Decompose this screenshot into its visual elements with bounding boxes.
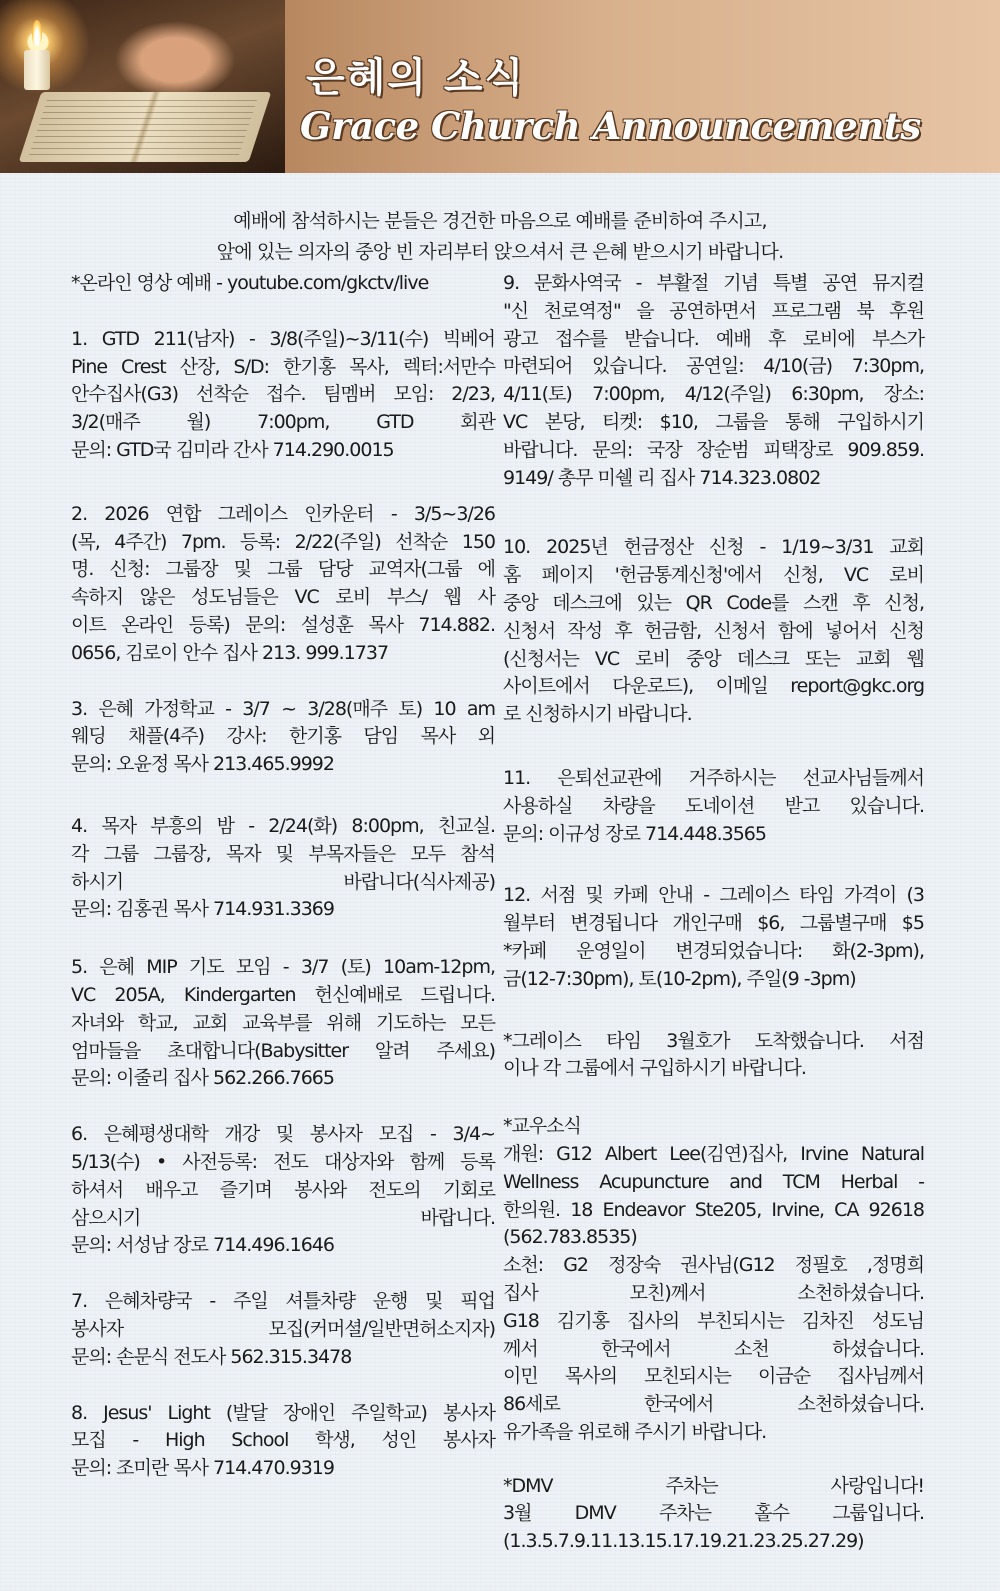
announcement-line: VC 205A, Kindergarten 헌신예배로 드립니다. (71, 983, 495, 1006)
announcement-line: Wellness Acupuncture and TCM Herbal - (503, 1170, 924, 1193)
announcement-line: 월부터 변경됩니다 개인구매 $6, 그룹별구매 $5 (503, 912, 924, 935)
announcement-line: 모집 - High School 학생, 성인 봉사자 (71, 1429, 495, 1452)
announcement-line: (목, 4주간) 7pm. 등록: 2/22(주일) 선착순 150 (71, 530, 495, 553)
announcement-item (71, 1288, 495, 1371)
announcement-line: 12. 서점 및 카페 안내 - 그레이스 타임 가격이 (3 (503, 884, 924, 907)
announcement-line: 사용하실 차량을 도네이션 받고 있습니다. (503, 794, 924, 817)
announcement-item (71, 1121, 495, 1260)
announcement-line: 4. 목자 부흥의 밤 - 2/24(화) 8:00pm, 친교실. (71, 814, 495, 837)
announcement-line: 10. 2025년 헌금정산 신청 - 1/19~3/31 교회 (503, 536, 924, 559)
announcement-line: 유가족을 위로해 주시기 바랍니다. (503, 1420, 767, 1443)
announcement-line: 엄마들을 초대합니다(Babysitter 알려 주세요) (71, 1039, 495, 1062)
announcement-item (503, 882, 924, 993)
announcement-line: 하시기 바랍니다(식사제공) (71, 870, 495, 893)
announcement-line: 86세로 한국에서 소천하셨습니다. (503, 1393, 924, 1416)
announcement-line: 하셔서 배우고 즐기며 봉사와 전도의 기회로 (71, 1178, 495, 1201)
announcement-item (503, 1473, 924, 1556)
announcement-line: 문의: 서성남 장로 714.496.1646 (71, 1234, 334, 1257)
announcement-line: 11. 은퇴선교관에 거주하시는 선교사님들께서 (503, 766, 924, 789)
page-subtitle: Grace Church Announcements (300, 104, 921, 148)
candle-bible-photo (0, 0, 285, 173)
announcement-line: 사이트에서 다운로드), 이메일 report@gkc.org (503, 675, 924, 698)
announcement-line: G18 김기홍 집사의 부친되시는 김차진 성도님 (503, 1309, 924, 1332)
announcement-line: 집사 모친)께서 소천하셨습니다. (503, 1281, 924, 1304)
announcement-line: 4/11(토) 7:00pm, 4/12(주일) 6:30pm, 장소: (503, 383, 924, 406)
announcement-line: 명. 신청: 그룹장 및 그룹 담당 교역자(그룹 에 (71, 558, 495, 581)
flame-icon (32, 20, 42, 46)
announcement-line: 문의: 손문식 전도사 562.315.3478 (71, 1345, 352, 1368)
announcement-line: 3/2(매주 월) 7:00pm, GTD 회관 (71, 411, 495, 434)
announcement-line: 5. 은혜 MIP 기도 모임 - 3/7 (토) 10am-12pm, (71, 956, 495, 979)
candle-icon (24, 50, 50, 90)
announcement-item (71, 501, 495, 668)
announcement-line: 봉사자 모집(커머셜/일반면허소지자) (71, 1317, 495, 1340)
announcement-line: 금(12-7:30pm), 토(10-2pm), 주일(9 -3pm) (503, 967, 856, 990)
announcement-line: 3월 DMV 주차는 홀수 그룹입니다. (503, 1502, 924, 1525)
announcement-line: Pine Crest 산장, S/D: 한기홍 목사, 렉터:서만수 (71, 355, 495, 378)
announcement-item (503, 534, 924, 729)
announcement-item (71, 813, 495, 924)
announcement-line: 8. Jesus' Light (발달 장애인 주일학교) 봉사자 (71, 1401, 495, 1424)
announcement-line: 중앙 데스크에 있는 QR Code를 스캔 후 신청, (503, 591, 924, 614)
announcement-line: 문의: 이규성 장로 714.448.3565 (503, 822, 766, 845)
announcement-line: *DMV 주차는 사랑입니다! (503, 1474, 924, 1497)
announcement-line: *온라인 영상 예배 - youtube.com/gkctv/live (71, 272, 429, 294)
announcement-line: 개원: G12 Albert Lee(김연)집사, Irvine Natural (503, 1142, 924, 1165)
announcement-line: 로 신청하시기 바랍니다. (503, 703, 692, 726)
announcement-line: *카페 운영일이 변경되었습니다: 화(2-3pm), (503, 939, 924, 962)
announcement-line: 홈 페이지 '헌금통계신청'에서 신청, VC 로비 (503, 564, 924, 587)
announcement-line: 한의원. 18 Endeavor Ste205, Irvine, CA 92618 (503, 1198, 924, 1221)
announcement-line: "신 천로역정" 을 공연하면서 프로그램 북 후원 (503, 299, 924, 322)
announcement-line: 6. 은혜평생대학 개강 및 봉사자 모집 - 3/4~ (71, 1123, 495, 1146)
announcement-line: 9. 문화사역국 - 부활절 기념 특별 공연 뮤지컬 (503, 272, 924, 294)
announcement-item (503, 270, 924, 492)
announcement-line: 바랍니다. 문의: 국장 장순범 피택장로 909.859. (503, 438, 924, 461)
announcement-line: 자녀와 학교, 교회 교육부를 위해 기도하는 모든 (71, 1011, 495, 1034)
intro-line: 예배에 참석하시는 분들은 경건한 마음으로 예배를 준비하여 주시고, (233, 210, 767, 232)
header-banner (0, 0, 1000, 173)
announcement-line: 삼으시기 바랍니다. (71, 1206, 495, 1229)
announcement-line: 5/13(수) • 사전등록: 전도 대상자와 함께 등록 (71, 1150, 495, 1173)
announcement-line: (신청서는 VC 로비 중앙 데스크 또는 교회 웹 (503, 647, 924, 670)
announcement-line: 소천: G2 정장숙 권사님(G12 정필호 ,정명희 (503, 1254, 924, 1277)
announcement-line: 웨딩 채플(4주) 강사: 한기홍 담임 목사 외 (71, 725, 495, 748)
announcement-line: 속하지 않은 성도님들은 VC 로비 부스/ 웹 사 (71, 586, 495, 609)
announcement-line: (562.783.8535) (503, 1226, 637, 1249)
announcement-line: 문의: 이줄리 집사 562.266.7665 (71, 1067, 334, 1090)
left-column (71, 270, 495, 1511)
announcement-line: 1. GTD 211(남자) - 3/8(주일)~3/11(수) 빅베어 (71, 327, 495, 350)
right-column (503, 270, 924, 1584)
announcement-line: 께서 한국에서 소천 하셨습니다. (503, 1337, 924, 1360)
announcement-line: (1.3.5.7.9.11.13.15.17.19.21.23.25.27.29) (503, 1530, 864, 1553)
announcement-item (71, 696, 495, 779)
intro-text (0, 206, 1000, 268)
announcement-line: 3. 은혜 가정학교 - 3/7 ~ 3/28(매주 토) 10 am (71, 697, 495, 720)
announcement-line: 광고 접수를 받습니다. 예배 후 로비에 부스가 (503, 327, 924, 350)
announcement-line: *그레이스 타임 3월호가 도착했습니다. 서점 (503, 1029, 924, 1052)
announcement-line: 문의: 조미란 목사 714.470.9319 (71, 1457, 334, 1480)
announcement-item (71, 1400, 495, 1483)
announcement-line: VC 본당, 티켓: $10, 그룹을 통해 구입하시기 (503, 410, 924, 433)
announcement-item (71, 954, 495, 1093)
announcement-item (503, 1028, 924, 1084)
announcement-line: 이나 각 그룹에서 구입하시기 바랍니다. (503, 1057, 806, 1080)
page-title: 은혜의 소식 (306, 55, 526, 101)
announcement-item (503, 765, 924, 848)
bible-text-lines (29, 100, 257, 155)
announcement-item (503, 1113, 924, 1447)
announcement-line: 이트 온라인 등록) 문의: 설성훈 목사 714.882. (71, 613, 495, 636)
announcement-line: 이민 목사의 모친되시는 이금순 집사님께서 (503, 1365, 924, 1388)
announcement-item (71, 270, 495, 298)
announcement-item (71, 326, 495, 465)
announcement-line: 안수집사(G3) 선착순 접수. 팀멤버 모임: 2/23, (71, 383, 495, 406)
announcement-line: *교우소식 (503, 1115, 581, 1138)
announcement-line: 마련되어 있습니다. 공연일: 4/10(금) 7:30pm, (503, 355, 924, 378)
intro-line: 앞에 있는 의자의 중앙 빈 자리부터 앉으셔서 큰 은혜 받으시기 바랍니다. (216, 241, 784, 263)
announcement-line: 신청서 작성 후 헌금함, 신청서 함에 넣어서 신청 (503, 619, 924, 642)
announcement-line: 7. 은혜차량국 - 주일 셔틀차량 운행 및 픽업 (71, 1290, 495, 1313)
announcement-line: 문의: 김홍권 목사 714.931.3369 (71, 898, 334, 921)
announcement-line: 9149/ 총무 미쉘 리 집사 714.323.0802 (503, 466, 821, 489)
announcement-line: 0656, 김로이 안수 집사 213. 999.1737 (71, 641, 389, 664)
announcement-line: 문의: GTD국 김미라 간사 714.290.0015 (71, 438, 394, 461)
announcement-line: 2. 2026 연합 그레이스 인카운터 - 3/5~3/26 (71, 502, 495, 525)
announcement-line: 문의: 오윤정 목사 213.465.9992 (71, 753, 334, 776)
announcement-line: 각 그룹 그룹장, 목자 및 부목자들은 모두 참석 (71, 842, 495, 865)
